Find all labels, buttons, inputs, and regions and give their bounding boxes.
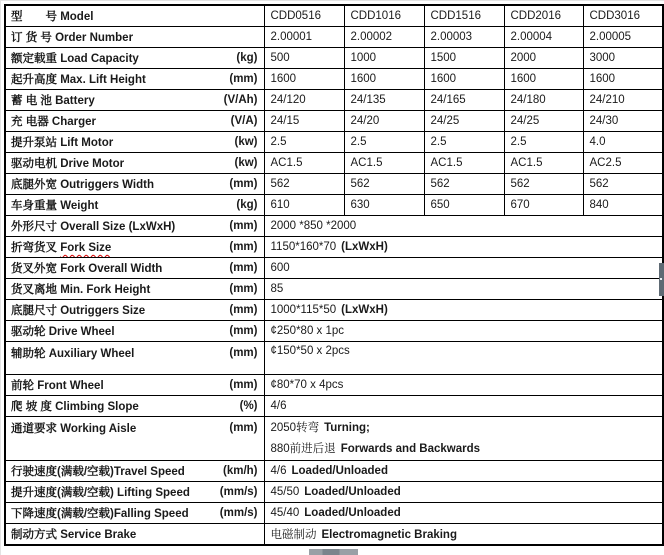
row-label-cell [5, 111, 264, 132]
cell-value: 562 [344, 174, 424, 195]
cell-value: 670 [504, 195, 583, 216]
row-unit: (V/A) [230, 115, 258, 127]
cell-value-bold: Turning; [324, 421, 370, 434]
cell-value-merged [264, 396, 663, 417]
cell-value: 650 [424, 195, 504, 216]
row-label-cell [5, 482, 264, 503]
cell-value: 562 [424, 174, 504, 195]
row-label: 通道要求 Working Aisle [11, 423, 137, 435]
row-label-cell [5, 279, 264, 300]
row-unit: (mm) [229, 325, 258, 337]
row-label-cell [5, 237, 264, 258]
cell-value: 1000*115*50 [270, 304, 337, 316]
vertical-scrollbar-thumb[interactable] [659, 263, 664, 296]
row-label-cell [5, 503, 264, 524]
model-cell: CDD1016 [344, 5, 424, 27]
cell-value: 2.00001 [264, 27, 344, 48]
row-unit: (V/Ah) [223, 94, 258, 106]
row-label-cell [5, 48, 264, 69]
row-label-cell [5, 132, 264, 153]
cell-value: 1600 [583, 69, 663, 90]
row-label-cell [5, 321, 264, 342]
cell-value: 2.5 [264, 132, 344, 153]
row-label: 前轮 Front Wheel [11, 380, 104, 392]
cell-value-merged [264, 503, 663, 524]
table-row-model [5, 5, 663, 27]
table-row-drive-wheel [5, 321, 663, 342]
row-label-cell [5, 524, 264, 546]
row-unit: (mm) [229, 283, 258, 295]
table-row-drive-motor [5, 153, 663, 174]
table-row-fork-overall-width [5, 258, 663, 279]
cell-value: AC1.5 [264, 153, 344, 174]
cell-value: 4/6 [270, 400, 287, 412]
cell-value: 24/25 [424, 111, 504, 132]
cell-value: AC1.5 [344, 153, 424, 174]
table-row-travel-speed [5, 461, 663, 482]
cell-value-bold: Loaded/Unloaded [304, 486, 401, 498]
row-label [11, 239, 111, 255]
cell-value: 2.5 [424, 132, 504, 153]
row-label: 充 电器 Charger [11, 116, 96, 128]
row-label: 货叉外宽 Fork Overall Width [11, 263, 163, 275]
cell-value-merged [264, 321, 663, 342]
cell-value: 880前进后退 [270, 442, 336, 455]
row-label-cell [5, 375, 264, 396]
row-label: 订 货 号 Order Number [11, 32, 134, 44]
cell-value: 562 [583, 174, 663, 195]
cell-value-merged [264, 461, 663, 482]
row-label: 提升泵站 Lift Motor [11, 137, 114, 149]
cell-value-bold: (LxWxH) [341, 304, 388, 316]
table-row-fork-size [5, 237, 663, 258]
row-label: 驱动轮 Drive Wheel [11, 326, 115, 338]
table-row-load-capacity [5, 48, 663, 69]
table-row-working-aisle [5, 417, 663, 461]
row-label-cn: 折弯货叉 [11, 242, 61, 254]
cell-value: 24/15 [264, 111, 344, 132]
cell-value-bold: Electromagnetic Braking [321, 529, 457, 541]
row-label: 驱动电机 Drive Motor [11, 158, 125, 170]
cell-value-bold: (LxWxH) [341, 241, 388, 253]
cell-value: 562 [264, 174, 344, 195]
row-unit: (kg) [236, 52, 258, 64]
cell-value-merged [264, 237, 663, 258]
row-unit: (%) [239, 400, 258, 412]
table-row-weight [5, 195, 663, 216]
table-row-lift-height [5, 69, 663, 90]
cell-value: 85 [270, 283, 284, 295]
row-label-cell [5, 153, 264, 174]
cell-value: 3000 [583, 48, 663, 69]
cell-value: 2.5 [344, 132, 424, 153]
cell-value: 24/180 [504, 90, 583, 111]
aisle-line-2 [271, 439, 663, 460]
cell-value: 4.0 [583, 132, 663, 153]
aisle-line-1 [271, 418, 663, 439]
cell-value: 24/30 [583, 111, 663, 132]
table-row-charger [5, 111, 663, 132]
cell-value: 2000 [504, 48, 583, 69]
row-label: 底腿尺寸 Outriggers Size [11, 305, 146, 317]
cell-value: 24/210 [583, 90, 663, 111]
cell-value: ¢80*70 x 4pcs [270, 379, 344, 391]
cell-value: AC1.5 [424, 153, 504, 174]
row-label: 下降速度(满载/空载)Falling Speed [11, 508, 189, 520]
row-unit: (km/h) [223, 465, 258, 477]
row-label-cell [5, 216, 264, 237]
cell-value: 2000 *850 *2000 [270, 220, 357, 232]
table-row-overall-size [5, 216, 663, 237]
cell-value: 2.00002 [344, 27, 424, 48]
cell-value: 2.00004 [504, 27, 583, 48]
cell-value: AC2.5 [583, 153, 663, 174]
table-row-lifting-speed [5, 482, 663, 503]
model-cell: CDD3016 [583, 5, 663, 27]
cell-value-bold: Loaded/Unloaded [291, 465, 388, 477]
row-label-cell [5, 69, 264, 90]
cell-value-merged [264, 258, 663, 279]
cell-value: 1600 [264, 69, 344, 90]
row-label-cell [5, 174, 264, 195]
cell-value: 4/6 [270, 465, 287, 477]
row-label: 额定载重 Load Capacity [11, 53, 139, 65]
table-row-service-brake [5, 524, 663, 546]
row-label-cell [5, 342, 264, 375]
row-label: 辅助轮 Auxiliary Wheel [11, 348, 135, 360]
spec-table [4, 4, 664, 546]
row-label-cell [5, 258, 264, 279]
row-unit: (mm) [229, 379, 258, 391]
cell-value: 24/20 [344, 111, 424, 132]
cell-value: 562 [504, 174, 583, 195]
row-label: 爬 坡 度 Climbing Slope [11, 401, 139, 413]
model-cell: CDD2016 [504, 5, 583, 27]
row-label: 蓄 电 池 Battery [11, 95, 95, 107]
row-unit: (mm/s) [219, 486, 258, 498]
cell-value: ¢250*80 x 1pc [270, 325, 345, 337]
cell-value: 610 [264, 195, 344, 216]
cell-value-merged [264, 524, 663, 546]
cell-value: 1600 [344, 69, 424, 90]
cell-value: 2.00005 [583, 27, 663, 48]
cell-value-bold: Loaded/Unloaded [304, 507, 401, 519]
cell-value: 1150*160*70 [270, 241, 337, 253]
cell-value: 45/50 [270, 486, 300, 498]
cell-value: 24/165 [424, 90, 504, 111]
table-row-climbing-slope [5, 396, 663, 417]
cell-value: 500 [264, 48, 344, 69]
row-label-cell [5, 396, 264, 417]
cell-value: 电磁制动 [270, 529, 317, 541]
row-label-cell [5, 90, 264, 111]
row-label: 货叉离地 Min. Fork Height [11, 284, 151, 296]
horizontal-scrollbar-thumb[interactable] [309, 549, 358, 555]
model-cell: CDD1516 [424, 5, 504, 27]
row-label: 车身重量 Weight [11, 200, 99, 212]
row-unit: (mm) [229, 347, 258, 359]
cell-value: AC1.5 [504, 153, 583, 174]
cell-value: 600 [270, 262, 290, 274]
cell-value: 24/135 [344, 90, 424, 111]
cell-value: 1600 [424, 69, 504, 90]
row-unit: (mm) [229, 262, 258, 274]
row-unit: (mm/s) [219, 507, 258, 519]
row-label-cell [5, 300, 264, 321]
table-row-order-number [5, 27, 663, 48]
cell-value-merged [264, 216, 663, 237]
table-row-lift-motor [5, 132, 663, 153]
row-label-cell [5, 195, 264, 216]
cell-value: 24/120 [264, 90, 344, 111]
row-label: 制动方式 Service Brake [11, 529, 137, 541]
cell-value-merged [264, 342, 663, 375]
row-unit: (kw) [234, 157, 258, 169]
row-unit: (mm) [229, 178, 258, 190]
row-label-cell [5, 461, 264, 482]
row-label: 行驶速度(满载/空载)Travel Speed [11, 466, 185, 478]
cell-value-bold: Forwards and Backwards [340, 442, 481, 455]
table-row-front-wheel [5, 375, 663, 396]
row-unit: (mm) [229, 220, 258, 232]
table-row-falling-speed [5, 503, 663, 524]
row-label: 起升高度 Max. Lift Height [11, 74, 146, 86]
cell-value: 45/40 [270, 507, 300, 519]
row-label-cell [5, 5, 264, 27]
cell-value: 2.00003 [424, 27, 504, 48]
row-label: 提升速度(满载/空载) Lifting Speed [11, 487, 190, 499]
cell-value-merged [264, 482, 663, 503]
row-label: 外形尺寸 Overall Size (LxWxH) [11, 221, 176, 233]
table-row-outriggers-size [5, 300, 663, 321]
row-unit: (kw) [234, 136, 258, 148]
row-unit: (mm) [229, 422, 258, 434]
cell-value: 1500 [424, 48, 504, 69]
table-row-battery [5, 90, 663, 111]
table-row-outriggers-width [5, 174, 663, 195]
row-unit: (kg) [236, 199, 258, 211]
model-cell: CDD0516 [264, 5, 344, 27]
cell-value: 1000 [344, 48, 424, 69]
cell-value: ¢150*50 x 2pcs [270, 345, 350, 357]
row-label-cell [5, 417, 264, 461]
cell-value-merged [264, 417, 663, 461]
cell-value-merged [264, 300, 663, 321]
row-label: 型 号 Model [11, 11, 94, 23]
cell-value: 1600 [504, 69, 583, 90]
row-label-cell [5, 27, 264, 48]
row-unit: (mm) [229, 241, 258, 253]
row-unit: (mm) [229, 73, 258, 85]
spellcheck-underlined-text: Fork Size [60, 242, 112, 254]
cell-value: 840 [583, 195, 663, 216]
cell-value-merged [264, 375, 663, 396]
cell-value: 24/25 [504, 111, 583, 132]
cell-value-merged [264, 279, 663, 300]
cell-value: 2.5 [504, 132, 583, 153]
cell-value: 2050转弯 [270, 421, 320, 434]
cell-value: 630 [344, 195, 424, 216]
table-row-auxiliary-wheel [5, 342, 663, 375]
row-unit: (mm) [229, 304, 258, 316]
table-row-min-fork-height [5, 279, 663, 300]
row-label: 底腿外宽 Outriggers Width [11, 179, 155, 191]
